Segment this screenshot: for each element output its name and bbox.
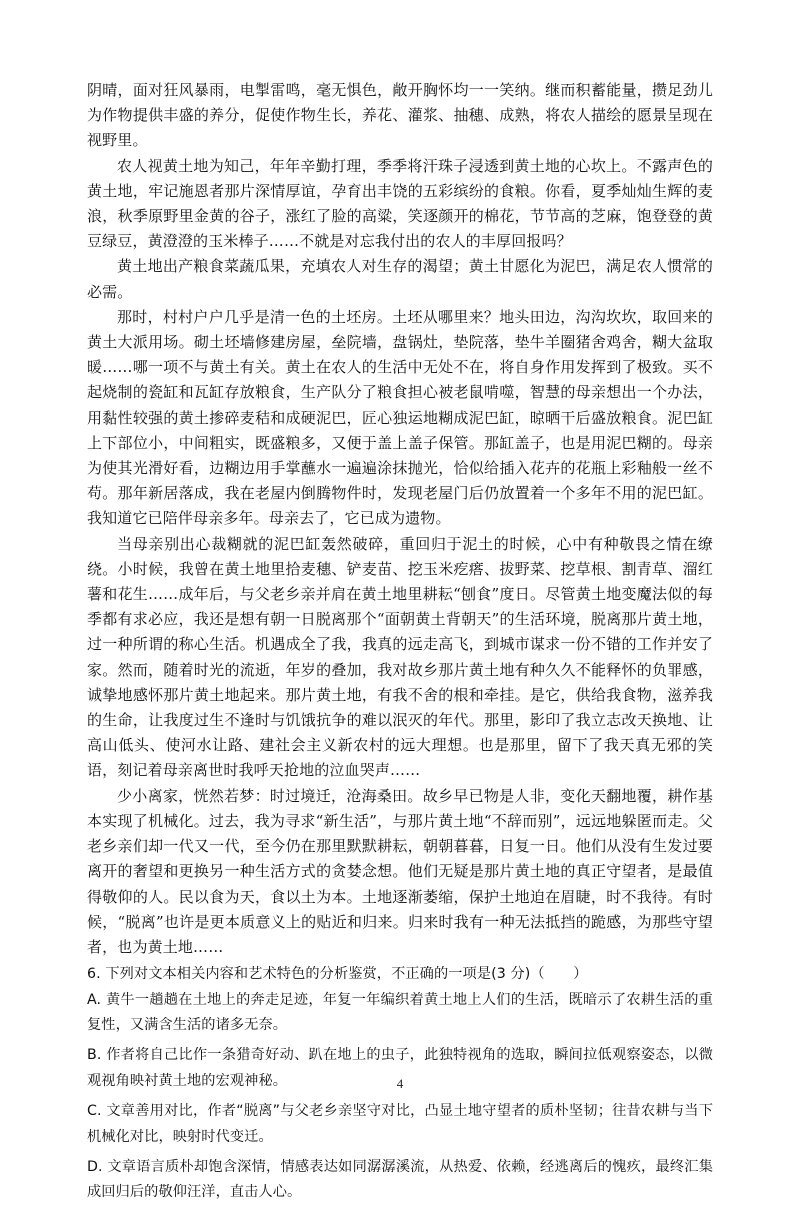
page-content — [87, 78, 713, 1206]
option-b: B. 作者将自己比作一条猎奇好动、趴在地上的虫子，此独特视角的选取，瞬间拉低观察姿态，以微观视角映衬黄土地的宏观神秘。 — [87, 1047, 713, 1089]
option-d: D. 文章语言质朴却饱含深情，情感表达如同潺潺溪流，从热爱、依赖，经逃离后的愧疚，最终汇集成回归后的敬仰汪洋，直击人心。 — [87, 1158, 713, 1201]
passage-paragraph-4: 那时，村村户户几乎是清一色的土坯房。土坯从哪里来？地头田边，沟沟坎坎，取回来的黄土大派用场。砌土坯墙修建房屋，垒院墙，盘锅灶，垫院落，垫牛羊圈猪舍鸡舍，糊大盆取暖……哪一项不与黄土有关。黄土在农人的生活中无处不在，将自身作用发挥到了极致。买不起烧制的瓷缸和瓦缸存放粮食，生产队分了粮食担心被老鼠啃噬，智慧的母亲想出一个办法，用黏性较强的黄土掺碎麦秸和成硬泥巴，匠心独运地糊成泥巴缸，晾晒干后盛放粮食。泥巴缸上下部位小，中间粗实，既盛粮多，又便于盖上盖子保管。那缸盖子，也是用泥巴糊的。母亲为使其光滑好看，边糊边用手掌蘸水一遍遍涂抹抛光，恰似给插入花卉的花瓶上彩釉般一丝不苟。那年新居落成，我在老屋内倒腾物件时，发现老屋门后仍放置着一个多年不用的泥巴缸。我知道它已陪伴母亲多年。母亲去了，它已成为遗物。 — [87, 307, 713, 528]
page-number: 4 — [396, 1076, 404, 1091]
passage-paragraph-6: 少小离家，恍然若梦：时过境迁，沧海桑田。故乡早已物是人非，变化天翻地覆，耕作基本实现了机械化。过去，我为寻求“新生活”，与那片黄土地“不辞而别”，远远地躲匿而走。父老乡亲们却一代又一代，至今仍在那里默默耕耘，朝朝暮暮，日复一日。他们从没有生发过要离开的奢望和更换另一种生活方式的贪婪念想。他们无疑是那片黄土地的真正守望者，是最值得敬仰的人。民以食为天，食以土为本。土地逐渐萎缩，保护土地迫在眉睫，时不我待。有时候，“脱离”也许是更本质意义上的贴近和归来。归来时我有一种无法抵挡的跪感，为那些守望者，也为黄土地…… — [87, 786, 713, 956]
reading-passage — [87, 78, 713, 960]
passage-paragraph-3: 黄土地出产粮食菜蔬瓜果，充填农人对生存的渴望；黄土甘愿化为泥巴，满足农人惯常的必需。 — [87, 257, 713, 301]
option-c: C. 文章善用对比，作者“脱离”与父老乡亲坚守对比，凸显土地守望者的质朴坚韧；往昔农耕与当下机械化对比，映射时代变迁。 — [87, 1103, 713, 1145]
passage-paragraph-5: 当母亲别出心裁糊就的泥巴缸轰然破碎，重回归于泥土的时候，心中有种敬畏之情在缭绕。小时候，我曾在黄土地里拾麦穗、铲麦苗、挖玉米疙瘩、拔野菜、挖草根、割青草、溜红薯和花生……成年后，与父老乡亲并肩在黄土地里耕耘“刨食”度日。尽管黄土地变魔法似的每季都有求必应，我还是想有朝一日脱离那个“面朝黄土背朝天”的生活环境，脱离那片黄土地，过一种所谓的称心生活。机遇成全了我，我真的远走高飞，到城市谋求一份不错的工作并安了家。然而，随着时光的流逝，年岁的叠加，我对故乡那片黄土地有种久久不能释怀的负罪感，诚挚地感怀那片黄土地起来。那片黄土地，有我不舍的根和牵挂。是它，供给我食物，滋养我的生命，让我度过生不逢时与饥饿抗争的难以泯灭的年代。那里，影印了我立志改天换地、让高山低头、使河水让路、建社会主义新农村的远大理想。也是那里，留下了我天真无邪的笑语，刻记着母亲离世时我呼天抢地的泣血哭声…… — [87, 534, 713, 780]
option-a: A. 黄牛一趟趟在土地上的奔走足迹，年复一年编织着黄土地上人们的生活，既暗示了农耕生活的重复性，又满含生活的诸多无奈。 — [87, 991, 713, 1033]
question-stem: 6. 下列对文本相关内容和艺术特色的分析鉴赏，不正确的一项是(3 分)（ ） — [87, 966, 588, 983]
passage-paragraph-2: 农人视黄土地为知己，年年辛勤打理，季季将汗珠子浸透到黄土地的心坎上。不露声色的黄土地，牢记施恩者那片深情厚谊，孕育出丰饶的五彩缤纷的食粮。你看，夏季灿灿生辉的麦浪，秋季原野里金黄的谷子，涨红了脸的高粱，笑逐颜开的棉花，节节高的芝麻，饱登登的黄豆绿豆，黄澄澄的玉米棒子……不就是对忘我付出的农人的丰厚回报吗？ — [87, 156, 713, 251]
passage-paragraph-1: 阴晴，面对狂风暴雨，电掣雷鸣，毫无惧色，敞开胸怀均一一笑纳。继而积蓄能量，攒足劲儿为作物提供丰盛的养分，促使作物生长，养花、灌浆、抽穗、成熟，将农人描绘的愿景呈现在视野里。 — [87, 81, 713, 150]
